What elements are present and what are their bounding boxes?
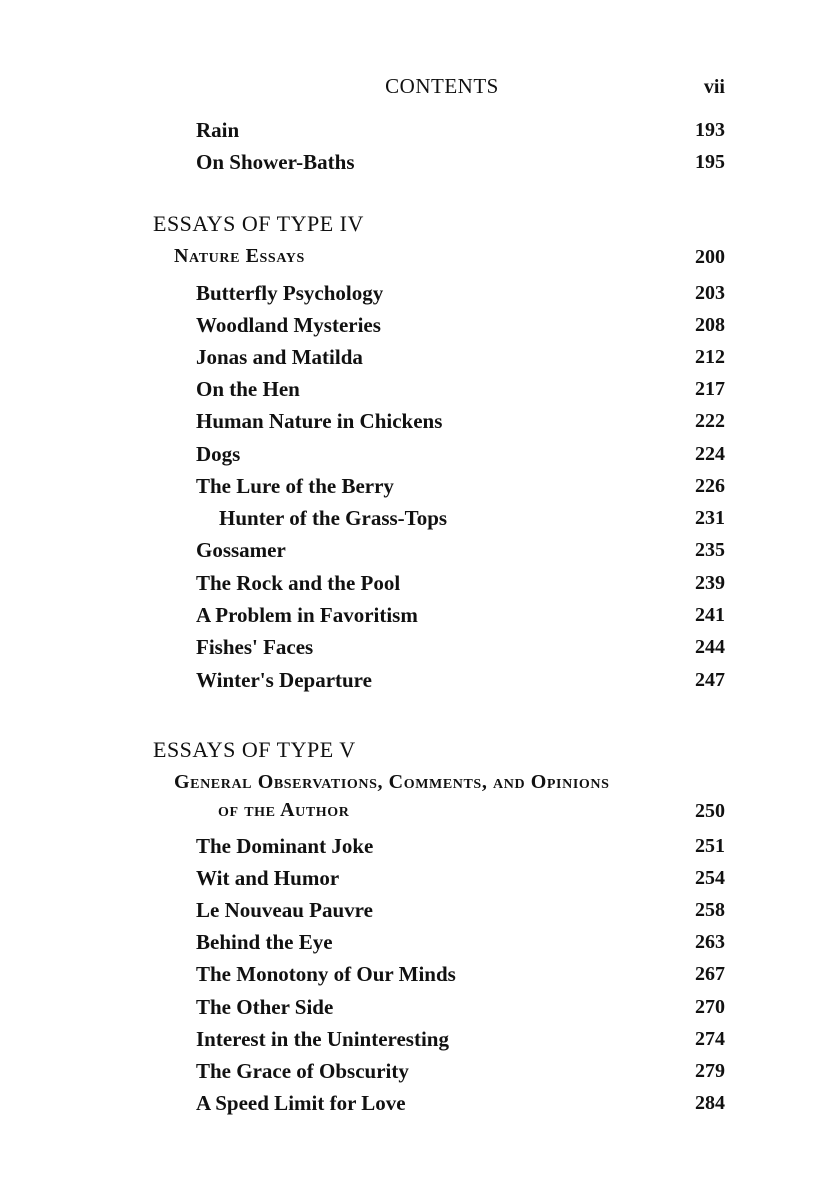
toc-entry-page: 244 xyxy=(695,636,725,658)
toc-entry-title: The Grace of Obscurity xyxy=(196,1059,409,1083)
toc-entry-page: 224 xyxy=(695,443,725,465)
toc-entry-title: The Lure of the Berry xyxy=(196,474,394,498)
toc-entry-page: 258 xyxy=(695,899,725,921)
toc-entry-title: Butterfly Psychology xyxy=(196,281,384,305)
toc-entry-title: On Shower-Baths xyxy=(196,150,355,174)
toc-entry-title: Interest in the Uninteresting xyxy=(196,1027,449,1051)
toc-entry-title: The Other Side xyxy=(196,995,334,1019)
page-numeral: vii xyxy=(703,76,725,98)
toc-entry-page: 193 xyxy=(695,119,725,141)
toc-entry-page: 222 xyxy=(695,410,725,432)
toc-entry-page: 212 xyxy=(695,346,725,368)
subsection-heading-line-2: of the Author xyxy=(218,799,350,821)
toc-entry-title: A Problem in Favoritism xyxy=(196,603,418,627)
toc-entry-page: 203 xyxy=(695,282,725,304)
toc-entry-title: Fishes' Faces xyxy=(196,635,314,659)
toc-entry-page: 274 xyxy=(695,1028,725,1050)
toc-entry-title: The Rock and the Pool xyxy=(196,571,401,595)
toc-entry-title: Woodland Mysteries xyxy=(196,313,381,337)
toc-entry-title: The Dominant Joke xyxy=(196,834,374,858)
toc-entry-page: 270 xyxy=(695,996,725,1018)
subsection-heading-nature-essays: Nature Essays xyxy=(174,245,305,267)
toc-entry-page: 247 xyxy=(695,669,725,691)
section-heading-type-iv: ESSAYS OF TYPE IV xyxy=(153,211,364,236)
toc-entry-title: Le Nouveau Pauvre xyxy=(196,898,373,922)
toc-entry-page: 239 xyxy=(695,572,725,594)
toc-entry-title: Human Nature in Chickens xyxy=(196,409,443,433)
toc-entry-page: 217 xyxy=(695,378,725,400)
toc-entry-page: 195 xyxy=(695,151,725,173)
subsection-page: 250 xyxy=(695,800,725,822)
toc-entry-page: 226 xyxy=(695,475,725,497)
toc-entry-title: Rain xyxy=(196,118,240,142)
toc-entry-page: 254 xyxy=(695,867,725,889)
toc-entry-title: Behind the Eye xyxy=(196,930,333,954)
subsection-heading-line-1: General Observations, Comments, and Opinions xyxy=(174,771,610,793)
toc-entry-page: 231 xyxy=(695,507,725,529)
toc-entry-page: 251 xyxy=(695,835,725,857)
toc-entry-title: Gossamer xyxy=(196,538,286,562)
subsection-page: 200 xyxy=(695,246,725,268)
section-heading-type-v: ESSAYS OF TYPE V xyxy=(153,737,356,762)
page-title: CONTENTS xyxy=(385,74,499,98)
toc-entry-title: The Monotony of Our Minds xyxy=(196,962,456,986)
toc-entry-title: Hunter of the Grass-Tops xyxy=(219,506,448,530)
toc-entry-page: 241 xyxy=(695,604,725,626)
toc-entry-page: 279 xyxy=(695,1060,725,1082)
toc-entry-title: Wit and Humor xyxy=(196,866,340,890)
toc-entry-page: 267 xyxy=(695,963,725,985)
toc-entry-page: 284 xyxy=(695,1092,725,1114)
toc-entry-page: 235 xyxy=(695,539,725,561)
toc-entry-page: 263 xyxy=(695,931,725,953)
toc-entry-title: On the Hen xyxy=(196,377,300,401)
toc-entry-title: Winter's Departure xyxy=(196,668,372,692)
toc-entry-title: Dogs xyxy=(196,442,241,466)
toc-entry-title: A Speed Limit for Love xyxy=(196,1091,406,1115)
toc-entry-page: 208 xyxy=(695,314,725,336)
toc-entry-title: Jonas and Matilda xyxy=(196,345,363,369)
